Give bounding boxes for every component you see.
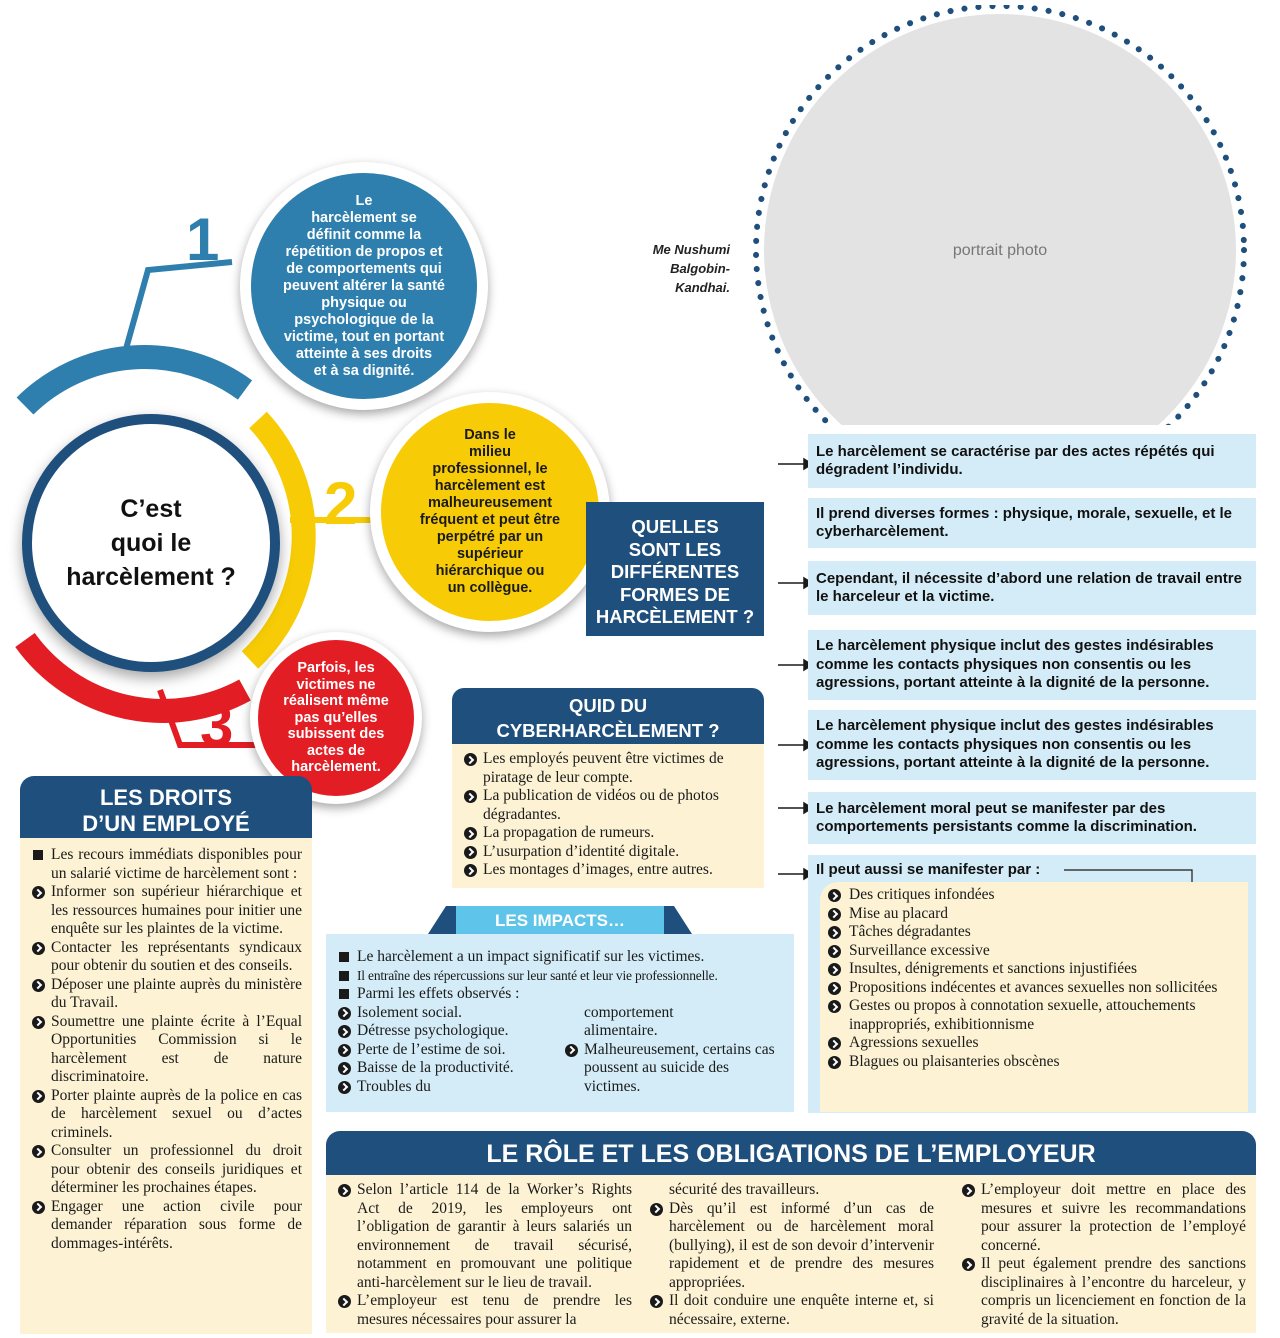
- list-item: L’employeur doit mettre en place des mesures et suivre les recommandations pour assurer la protection de l’employé concerné.: [962, 1181, 1246, 1255]
- forms-box-4: Le harcèlement physique inclut des gestes indésirables comme les contacts physiques non consentis ou les agressions, portant atteinte à la dignité de la personne.: [808, 630, 1256, 700]
- list-item: Surveillance excessive: [828, 942, 1244, 961]
- list-item: Déposer une plainte auprès du ministère du Travail.: [32, 976, 302, 1013]
- list-item: Agressions sexuelles: [828, 1034, 1244, 1053]
- list-item: Troubles du: [338, 1078, 555, 1097]
- list-item: La publication de vidéos ou de photos dégradantes.: [464, 787, 756, 824]
- list-item: Isolement social.: [338, 1004, 555, 1023]
- list-item: Blagues ou plaisanteries obscènes: [828, 1053, 1244, 1072]
- connector-1: [124, 262, 232, 356]
- list-item: Mise au placard: [828, 905, 1244, 924]
- definition-bubble: Le harcèlement se définit comme la répétition de propos et de comportements qui peuvent altérer la santé physique ou psychologique de la victime, tout en portant atteinte à ses droits et à sa dignité.: [240, 162, 488, 410]
- impacts-title: LES IMPACTS…: [494, 911, 626, 930]
- workplace-bubble: Dans le milieu professionnel, le harcèlement est malheureusement fréquent et peut être perpétré par un supérieur hiérarchique ou un collègue.: [370, 392, 610, 632]
- impacts-box: [326, 934, 794, 1112]
- list-item: Malheureusement, certains cas poussent au suicide des victimes.: [565, 1041, 784, 1097]
- forms-box-3: Cependant, il nécessite d’abord une relation de travail entre le harceleur et la victime.: [808, 561, 1256, 615]
- list-item: Perte de l’estime de soi.: [338, 1041, 555, 1060]
- forms-box-5: Le harcèlement physique inclut des gestes indésirables comme les contacts physiques non consentis ou les agressions, portant atteinte à la dignité de la personne.: [808, 710, 1256, 780]
- list-item: Il doit conduire une enquête interne et, si nécessaire, externe.: [650, 1292, 934, 1329]
- forms-box-1: Le harcèlement se caractérise par des actes répétés qui dégradent l’individu.: [808, 434, 1256, 488]
- list-item: Contacter les représentants syndicaux pour obtenir du soutien et des conseils.: [32, 939, 302, 976]
- rights-title: LES DROITS D’UN EMPLOYÉ: [20, 776, 312, 838]
- list-item: Propositions indécentes et avances sexuelles non sollicitées: [828, 979, 1244, 998]
- ring-arc-blue: [25, 357, 245, 406]
- victims-bubble: Parfois, les victimes ne réalisent même pas qu’elles subissent des actes de harcèlement.: [250, 632, 422, 804]
- number-1: 1: [186, 206, 220, 273]
- list-item: Il peut également prendre des sanctions disciplinaires à l’encontre du harceleur, y compris un licenciement en fonction de la gravité de la situation.: [962, 1255, 1246, 1329]
- list-item: Parmi les effets observés :: [338, 985, 784, 1004]
- portrait-photo: [752, 5, 1252, 425]
- list-item: Il entraîne des répercussions sur leur santé et leur vie professionnelle.: [338, 967, 784, 986]
- employer-box: [326, 1175, 1256, 1333]
- list-item: Soumettre une plainte écrite à l’Equal Opportunities Commission si le harcèlement est de nature discriminatoire.: [32, 1013, 302, 1087]
- list-item: Engager une action civile pour demander réparation sous forme de dommages-intérêts.: [32, 1198, 302, 1254]
- list-item-continuation: comportement alimentaire.: [584, 1003, 674, 1039]
- list-item: Baisse de la productivité.: [338, 1059, 555, 1078]
- list-item: Les recours immédiats disponibles pour un salarié victime de harcèlement sont :: [32, 846, 302, 883]
- list-item: Gestes ou propos à connotation sexuelle, attouchements inappropriés, exhibitionnisme: [828, 997, 1244, 1034]
- forms-box-7: Il peut aussi se manifester par :: [808, 855, 1256, 1113]
- list-item-continuation: sécurité des travailleurs.: [669, 1181, 820, 1198]
- list-item: L’employeur est tenu de prendre les mesures nécessaires pour assurer la: [338, 1292, 632, 1329]
- list-item: Détresse psychologique.: [338, 1022, 555, 1041]
- list-item: Informer son supérieur hiérarchique et les ressources humaines pour initier une enquête sur les plaintes de la victime.: [32, 883, 302, 939]
- center-title: C’est quoi le harcèlement ?: [22, 414, 280, 672]
- forms-list: [820, 882, 1248, 1112]
- forms-box-2: Il prend diverses formes : physique, morale, sexuelle, et le cyberharcèlement.: [808, 498, 1256, 548]
- forms-title: QUELLES SONT LES DIFFÉRENTES FORMES DE HARCÈLEMENT ?: [586, 502, 764, 636]
- list-item: Les employés peuvent être victimes de piratage de leur compte.: [464, 750, 756, 787]
- cyber-list: [452, 744, 764, 888]
- list-item: Porter plainte auprès de la police en cas de harcèlement sexuel ou d’actes criminels.: [32, 1087, 302, 1143]
- list-item: Dès qu’il est informé d’un cas de harcèlement ou de harcèlement moral (bullying), il est de son devoir d’intervenir rapidement et de prendre des mesures appropriées.: [650, 1200, 934, 1293]
- rights-box: [20, 838, 312, 1334]
- number-2: 2: [324, 470, 358, 537]
- list-item: Insultes, dénigrements et sanctions injustifiées: [828, 960, 1244, 979]
- svg-text:portrait photo: portrait photo: [952, 242, 1048, 259]
- forms-box-6: Le harcèlement moral peut se manifester par des comportements persistants comme la discrimination.: [808, 792, 1256, 844]
- list-item: Tâches dégradantes: [828, 923, 1244, 942]
- list-item: Le harcèlement a un impact significatif sur les victimes.: [338, 948, 784, 967]
- list-item: Selon l’article 114 de la Worker’s Rights Act de 2019, les employeurs ont l’obligation de garantir à leurs salariés un environnement de travail sécurisé, notamment en promouvant une politique anti-harcèlement sur le lieu de travail.: [338, 1181, 632, 1292]
- list-item: Les montages d’images, entre autres.: [464, 861, 756, 880]
- cyber-title: QUID DU CYBERHARCÈLEMENT ?: [452, 688, 764, 744]
- list-item: L’usurpation d’identité digitale.: [464, 843, 756, 862]
- portrait-caption: Me Nushumi Balgobin- Kandhai.: [652, 242, 730, 295]
- list-item: Des critiques infondées: [828, 886, 1244, 905]
- list-item: La propagation de rumeurs.: [464, 824, 756, 843]
- number-3: 3: [200, 692, 234, 759]
- list-item: Consulter un professionnel du droit pour obtenir des conseils juridiques et déterminer les prochaines étapes.: [32, 1142, 302, 1198]
- employer-title: LE RÔLE ET LES OBLIGATIONS DE L’EMPLOYEUR: [326, 1131, 1256, 1175]
